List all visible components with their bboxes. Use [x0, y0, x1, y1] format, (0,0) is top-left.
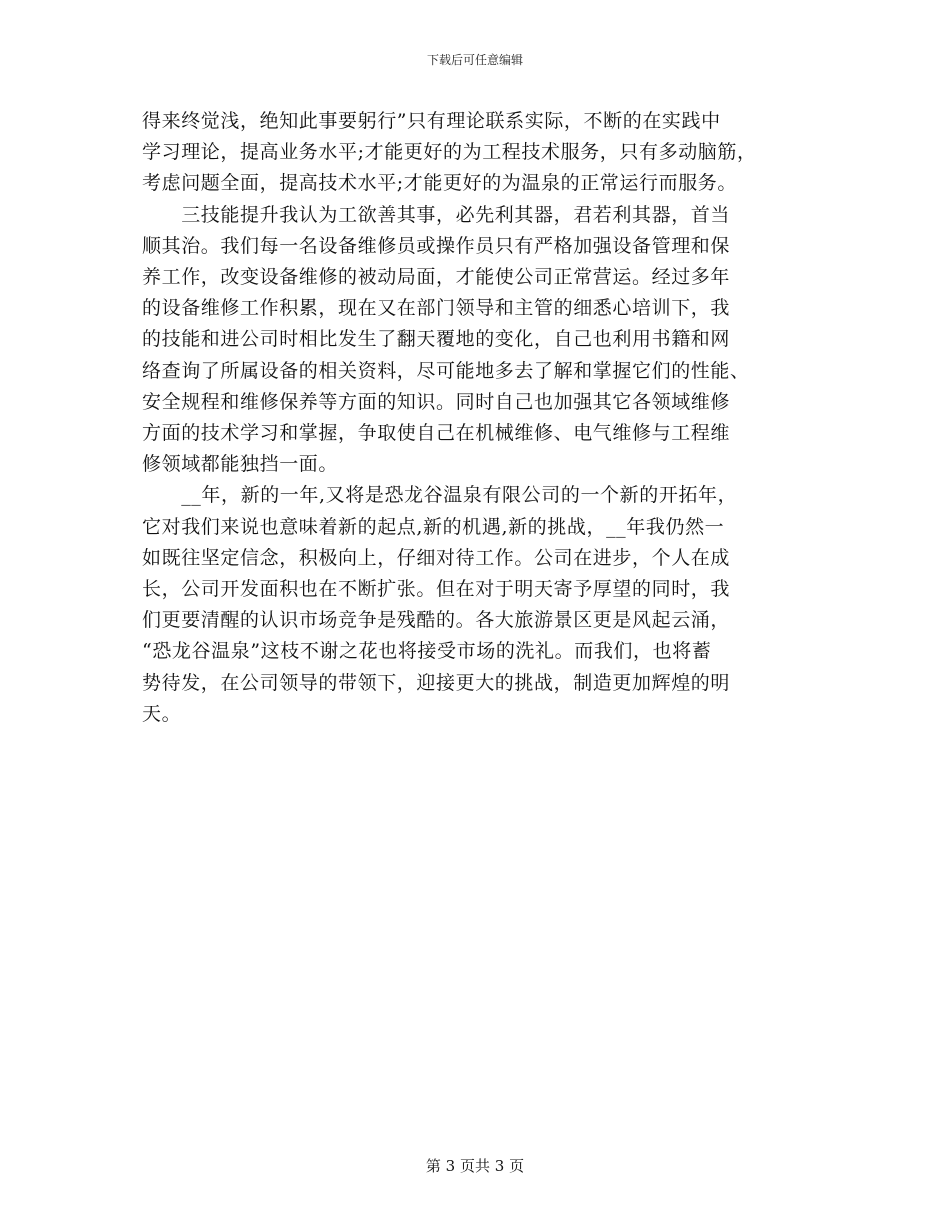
paragraph-summary: 得来终觉浅，绝知此事要躬行”只有理论联系实际，不断的在实践中 学习理论，提高业务水平;才能更好的为工程技术服务，只有多动脑筋， 考虑问题全面，提高技术水平;才能更好的为温泉的正常运行而服务。 [142, 110, 757, 195]
page-header-note: 下载后可任意编辑 [426, 53, 523, 67]
page-number: 第 3 页共 3 页 [425, 1157, 525, 1175]
paragraph-skills: 三技能提升我认为工欲善其事，必先利其器，君若利其器，首当 顺其治。我们每一名设备维修员或操作员只有严格加强设备管理和保 养工作，改变设备维修的被动局面，才能使公司正常营运。经过多年 的设备维修工作积累，现在又在部门领导和主管的细悉心培训下，我 的技能和进公司时相比发生了翻天覆地的变化，自己也利用书籍和网 络查询了所属设备的相关资料，尽可能地多去了解和掌握它们的性能、 安全规程和维修保养等方面的知识。同时自己也加强其它各领域维修 方面的技术学习和掌握，争取使自己在机械维修、电气维修与工程维 修领域都能独挡一面。 [142, 203, 750, 476]
document-body [142, 106, 812, 730]
paragraph-outlook: __年，新的一年,又将是恐龙谷温泉有限公司的一个新的开拓年， 它对我们来说也意味着新的起点,新的机遇,新的挑战，__年我仍然一 如既往坚定信念，积极向上，仔细对待工作。公司在进步，个人在成 长，公司开发面积也在不断扩张。但在对于明天寄予厚望的同时，我 们更要清醒的认识市场竞争是残酷的。各大旅游景区更是风起云涌， “恐龙谷温泉”这枝不谢之花也将接受市场的洗礼。而我们，也将蓄 势待发，在公司领导的带领下，迎接更大的挑战，制造更加辉煌的明 天。 [142, 484, 738, 725]
